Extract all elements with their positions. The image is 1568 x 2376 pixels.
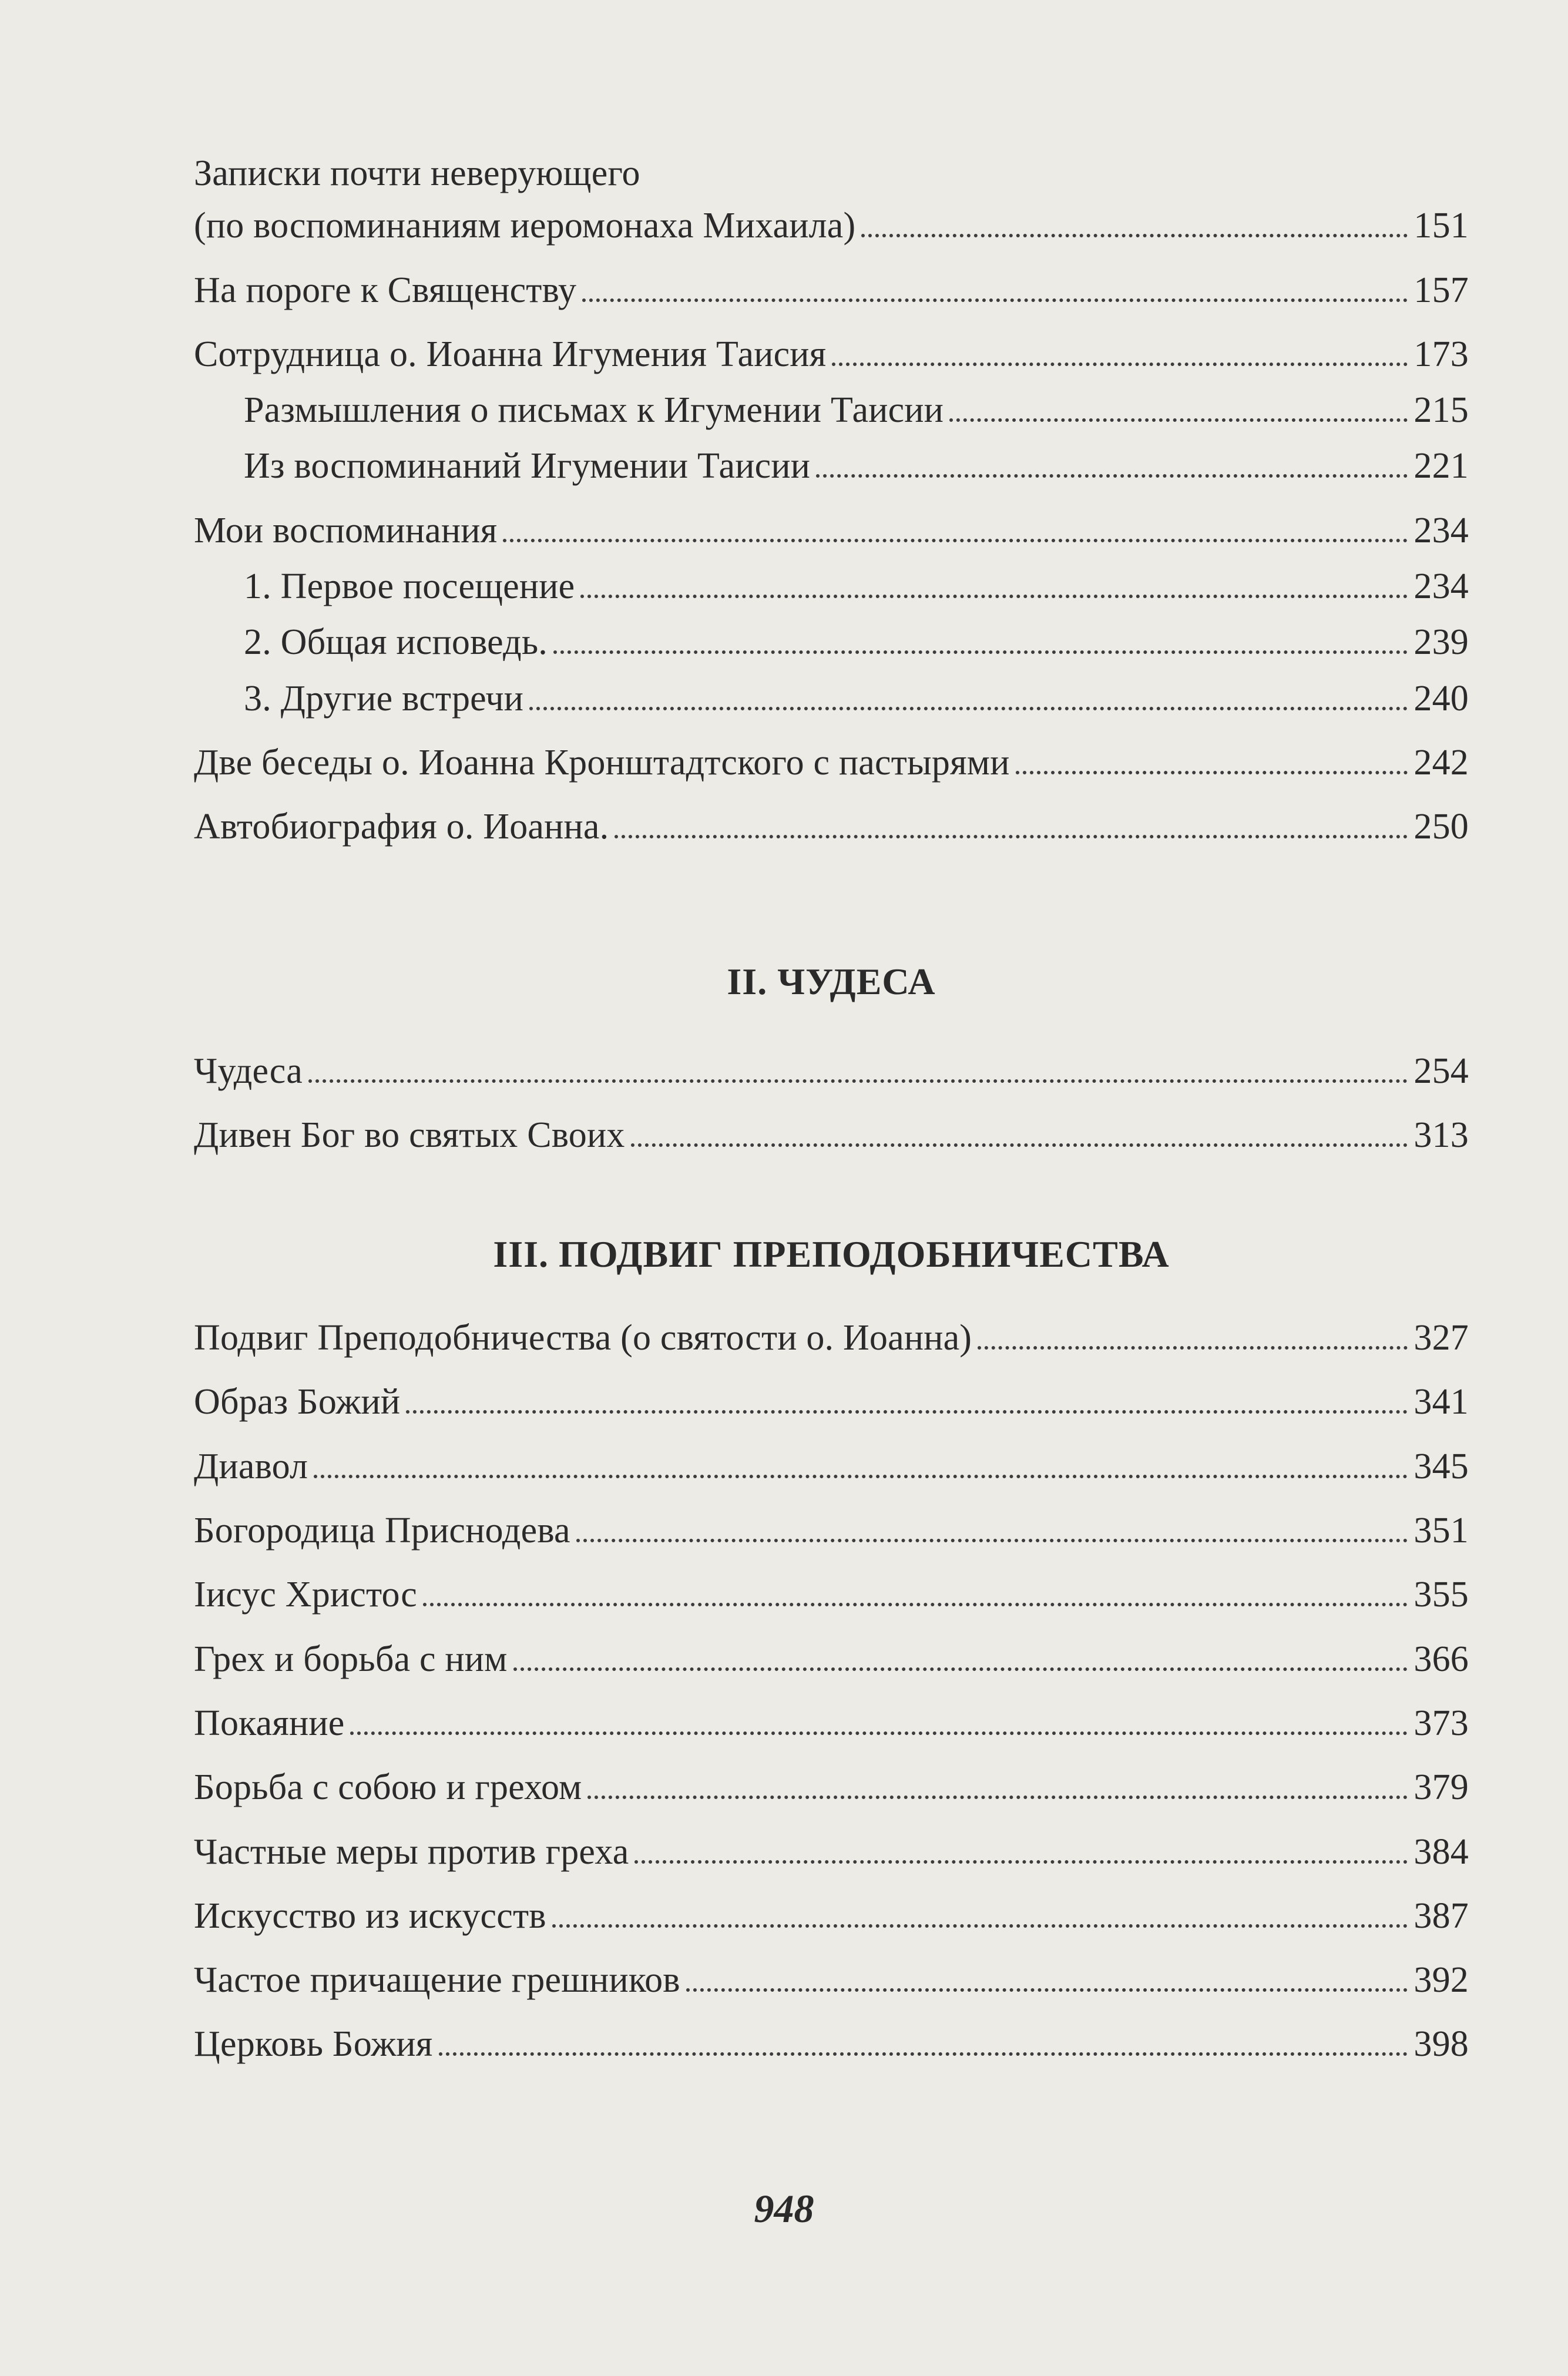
toc-entry-title: Богородица Приснодева: [194, 1511, 570, 1551]
toc-entry-title: Дивен Бог во святых Своих: [194, 1115, 625, 1155]
dot-leader: [553, 650, 1408, 654]
toc-entry: [194, 510, 1469, 552]
dot-leader: [686, 1988, 1408, 1992]
toc-entry-page: 345: [1413, 1446, 1469, 1486]
toc-entry-title: На пороге к Священству: [194, 270, 577, 310]
toc-entry-page: 234: [1413, 510, 1469, 551]
toc-entry-title: Чудеса: [194, 1051, 303, 1091]
toc-entry-page: 398: [1413, 2024, 1469, 2065]
toc-entry-page: 151: [1413, 206, 1469, 246]
toc-subentry: [194, 566, 1469, 608]
dot-leader: [816, 474, 1408, 478]
toc-entry-title: 3. Другие встречи: [244, 678, 524, 719]
toc-entry-page: 242: [1413, 742, 1469, 783]
dot-leader: [576, 1539, 1408, 1542]
toc-subentry: [194, 622, 1469, 663]
dot-leader: [513, 1667, 1408, 1671]
toc-entry-page: 327: [1413, 1318, 1469, 1358]
dot-leader: [406, 1410, 1408, 1414]
toc-entry-page: 379: [1413, 1767, 1469, 1808]
dot-leader: [350, 1731, 1408, 1735]
toc-entry-title: Частое причащение грешников: [194, 1960, 680, 2001]
toc-entry: [194, 1317, 1469, 1359]
section-heading: II. ЧУДЕСА: [727, 960, 936, 1002]
toc-entry: [194, 1574, 1469, 1616]
toc-entry: [194, 270, 1469, 311]
toc-entry-page: 240: [1413, 678, 1469, 719]
dot-leader: [439, 2052, 1408, 2056]
toc-entry: [194, 1115, 1469, 1156]
toc-subentry: [194, 445, 1469, 487]
toc-entry-title: Частные меры против греха: [194, 1831, 629, 1872]
toc-entry: [194, 806, 1469, 848]
toc-entry-page: 254: [1413, 1051, 1469, 1091]
toc-entry-title: Церковь Божия: [194, 2024, 433, 2065]
toc-entry: [194, 153, 1469, 247]
toc-entry-page: 384: [1413, 1831, 1469, 1872]
toc-entry-page: 351: [1413, 1511, 1469, 1551]
toc-entry-title: Подвиг Преподобничества (о святости о. Иоанна): [194, 1318, 972, 1358]
dot-leader: [634, 1860, 1408, 1864]
dot-leader: [423, 1603, 1408, 1606]
dot-leader: [861, 234, 1408, 237]
toc-entry-page: 215: [1413, 390, 1469, 431]
toc-entry-page: 173: [1413, 334, 1469, 374]
toc-entry-page: 157: [1413, 270, 1469, 310]
toc-entry-title: Две беседы о. Иоанна Кронштадтского с пастырями: [194, 742, 1010, 783]
toc-subentry: [194, 678, 1469, 720]
toc-entry-page: 239: [1413, 622, 1469, 663]
dot-leader: [503, 539, 1408, 542]
toc-entry: [194, 742, 1469, 784]
toc-entry-title: Борьба с собою и грехом: [194, 1767, 582, 1808]
dot-leader: [587, 1796, 1408, 1799]
toc-entry: [194, 1831, 1469, 1873]
toc-entry-title: Покаяние: [194, 1703, 345, 1743]
toc-subentry: [194, 390, 1469, 431]
toc-entry-title: Искусство из искусств: [194, 1895, 546, 1936]
toc-entry: [194, 334, 1469, 375]
toc-entry-title: Автобиография о. Иоанна.: [194, 807, 609, 847]
toc-entry-title: Мои воспоминания: [194, 510, 498, 551]
toc-entry-page: 313: [1413, 1115, 1469, 1155]
toc-entry-title: Размышления о письмах к Игумении Таисии: [244, 390, 944, 431]
toc-entry-page: 355: [1413, 1575, 1469, 1615]
toc-entry-page: 250: [1413, 807, 1469, 847]
toc-entry-title-line1: Записки почти неверующего: [194, 153, 640, 193]
toc-entry-title: 2. Общая исповедь.: [244, 622, 548, 663]
toc-entry: [194, 1703, 1469, 1744]
toc-entry: [194, 2023, 1469, 2065]
table-of-contents: [194, 153, 1469, 2088]
toc-entry-page: 392: [1413, 1960, 1469, 2001]
toc-entry-title: Из воспоминаний Игумении Таисии: [244, 446, 811, 486]
dot-leader: [615, 835, 1408, 838]
toc-entry-title: (по воспоминаниям иеромонаха Михаила): [194, 206, 856, 246]
dot-leader: [529, 707, 1408, 710]
section-heading: III. ПОДВИГ ПРЕПОДОБНИЧЕСТВА: [493, 1233, 1170, 1276]
toc-entry-title: Диавол: [194, 1446, 308, 1486]
toc-entry-title: Сотрудница о. Иоанна Игумения Таисия: [194, 334, 827, 374]
toc-entry-title: Грех и борьба с ним: [194, 1639, 508, 1679]
dot-leader: [580, 595, 1408, 598]
toc-entry: [194, 1381, 1469, 1423]
toc-entry-page: 387: [1413, 1895, 1469, 1936]
toc-entry-page: 341: [1413, 1382, 1469, 1422]
toc-entry: [194, 1510, 1469, 1552]
dot-leader: [308, 1079, 1408, 1083]
toc-entry: [194, 1895, 1469, 1937]
dot-leader: [314, 1475, 1408, 1478]
toc-entry: [194, 1051, 1469, 1092]
dot-leader: [552, 1924, 1408, 1928]
page-number: 948: [754, 2186, 814, 2231]
dot-leader: [582, 298, 1408, 302]
toc-entry: [194, 1959, 1469, 2001]
dot-leader: [631, 1143, 1408, 1147]
dot-leader: [978, 1346, 1408, 1350]
toc-entry-page: 366: [1413, 1639, 1469, 1679]
toc-entry: [194, 1446, 1469, 1488]
toc-entry-page: 373: [1413, 1703, 1469, 1743]
dot-leader: [832, 363, 1408, 366]
toc-entry: [194, 1639, 1469, 1680]
toc-entry-page: 221: [1413, 446, 1469, 486]
toc-entry-title: 1. Первое посещение: [244, 566, 575, 607]
dot-leader: [1016, 771, 1408, 774]
toc-entry: [194, 1767, 1469, 1808]
dot-leader: [949, 418, 1408, 422]
toc-entry-title: Образ Божий: [194, 1382, 401, 1422]
toc-entry-title: Іисус Христос: [194, 1575, 417, 1615]
toc-entry-page: 234: [1413, 566, 1469, 607]
